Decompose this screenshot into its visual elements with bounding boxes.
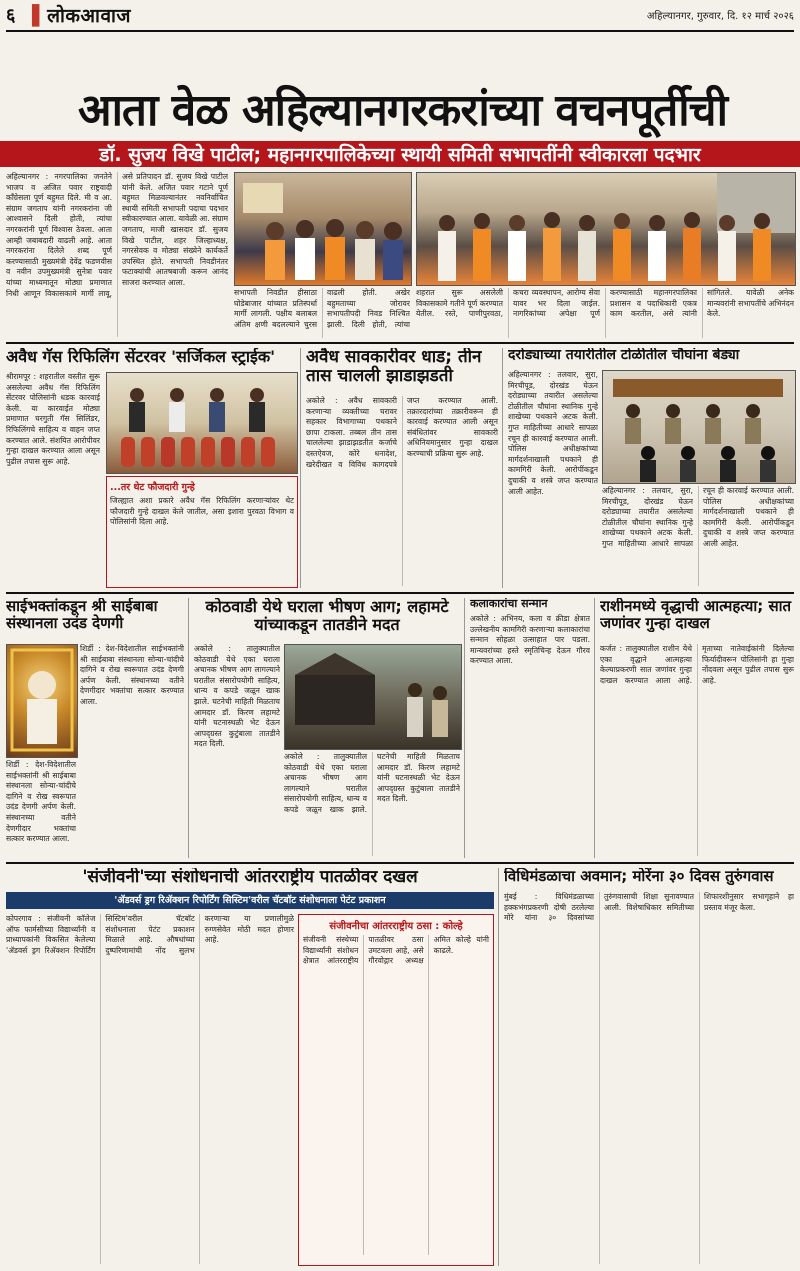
gas-refill-headline: अवैध गॅस रिफिलिंग सेंटरवर 'सर्जिकल स्ट्राईक'	[6, 348, 276, 366]
sanjivani-side-body: संजीवनी संस्थेच्या विद्यार्थ्यांनी संशोधन क्षेत्रात आंतरराष्ट्रीय पातळीवर ठसा उमटवला आहे, असे गौरवोद्गार अध्यक्ष अमित कोल्हे यांनी काढले.	[303, 935, 489, 966]
lead-headline: आता वेळ अहिल्यानगरकरांच्या वचनपूर्तीची	[77, 85, 728, 136]
sanjivani-headline: 'संजीवनी'च्या संशोधनाची आंतरराष्ट्रीय पातळीवर दखल	[82, 868, 418, 887]
sanjivani-sidebox	[298, 914, 494, 1266]
column-divider	[300, 348, 301, 588]
lead-subheadline: डॉ. सुजय विखे पाटील; महानगरपालिकेच्या स्थायी समिती सभापतींनी स्वीकारला पदभार	[89, 141, 710, 167]
legislature-contempt-headline: विधिमंडळाचा अवमान; मोरेंना ३० दिवस तुरुंगवास	[504, 868, 774, 885]
column-divider	[188, 598, 189, 858]
cylinders-photo-icon	[107, 373, 297, 473]
lead-body-4: शहरात सुरू असलेली विकासकामे गतीने पूर्ण करण्यात येतील. रस्ते, पाणीपुरवठा, कचरा व्यवस्थापन, आरोग्य सेवा यावर भर दिला जाईल. नागरिकांच्या अपेक्षा पूर्ण करण्यासाठी महानगरपालिका प्रशासन व पदाधिकारी एकत्र काम करतील, असे त्यांनी सांगितले. यावेळी अनेक मान्यवरांनी सभापतींचे अभिनंदन केले.	[416, 288, 794, 319]
gas-refill-subhead: ...तर थेट फौजदारी गुन्हे	[110, 482, 195, 493]
sanjivani-side-headline: संजीवनीचा आंतरराष्ट्रीय ठसा : कोल्हे	[329, 921, 463, 932]
robbery-gang-body-2-text: अहिल्यानगर : तलवार, सुरा, मिरचीपूड, दोरखंड घेऊन दरोड्याच्या तयारीत असलेल्या टोळीतील चौघांना स्थानिक गुन्हे शाखेच्या पथकाने अटक केली. गुप्त माहितीच्या आधारे सापळा रचून ही कारवाई करण्यात आली. पोलिस अधीक्षकांच्या मार्गदर्शनाखाली पथकाने ही कामगिरी केली. आरोपींकडून दुचाकी व शस्त्रे जप्त करण्यात आली आहेत.	[602, 486, 794, 548]
house-fire-headline: कोठवाडी येथे घराला भीषण आग; लहामटे यांच्याकडून तातडीने मदत	[205, 598, 449, 634]
gas-refill-body: श्रीरामपूर : शहरातील वस्तीत सुरू असलेल्या अवैध गॅस रिफिलिंग सेंटरवर पोलिसांनी धडक कारवाई केली. या कारवाईत मोठ्या प्रमाणात घरगुती गॅस सिलिंडर, रिफिलिंगचे साहित्य व वाहन जप्त करण्यात आले. संशयित आरोपीवर गुन्हा दाखल करण्यात आला असून पुढील तपास सुरू आहे.	[6, 372, 100, 466]
house-fire-body: अकोले : तालुक्यातील कोठवाडी येथे एका घराला अचानक भीषण आग लागल्याने घरातील संसारोपयोगी साहित्य, धान्य व कपडे जळून खाक झाले. घटनेची माहिती मिळताच आमदार डॉ. किरण लहामटे यांनी घटनास्थळी भेट देऊन आपद्ग्रस्त कुटुंबाला तातडीने मदत दिली.	[194, 644, 280, 749]
lead-body-right	[416, 288, 794, 338]
dateline: अहिल्यानगर, गुरुवार, दि. १२ मार्च २०२६	[646, 11, 794, 22]
lead-body-1: अहिल्यानगर : नगरपालिका जनतेने भाजप व अजित पवार राष्ट्रवादी काँग्रेसला पूर्ण बहुमत दिले. मी व आ. संग्राम जगताप यांनी नगरकरांना जी आश्वासने दिली होती, त्यांचा नगरकरांनी पूर्ण विश्वास ठेवला. आता आम्ही जबाबदारी वाढली आहे. आता नगरकरांना दिलेले शब्द पूर्ण करण्यासाठी मुख्यमंत्री देवेंद्र फडणवीस व नवीन उपमुख्यमंत्री सुनेत्रा पवार यांच्या माध्यमातून मोठ्या प्रमाणात निधी आणून विकासकामे मार्गी लावू, असे प्रतिपादन डॉ. सुजय विखे पाटील यांनी केले.	[6, 172, 228, 298]
sai-donation-body-2	[6, 760, 76, 856]
robbery-gang-headline: दरोड्याच्या तयारीतील टोळीतील चौघांना बेड्या	[508, 348, 740, 363]
gas-refill-photo	[106, 372, 298, 474]
divider	[6, 862, 794, 864]
page-number: ६	[6, 5, 16, 26]
sai-donation-body-2-text: शिर्डी : देश-विदेशातील साईभक्तांनी श्री साईबाबा संस्थानला सोन्या-चांदीचे दागिने व रोख स्वरूपात उदंड देणगी अर्पण केली. संस्थानच्या वतीने देणगीदार भक्तांचा सत्कार करण्यात आला.	[6, 760, 76, 844]
burnt-house-photo-icon	[285, 645, 461, 749]
idol-photo-icon	[7, 645, 77, 757]
moneylending-raid-headline: अवैध सावकारीवर धाड; तीन तास चालली झाडाझडती	[306, 348, 482, 387]
moneylending-raid-body: अकोले : अवैध सावकारी करणाऱ्या व्यक्तीच्या घरावर सहकार विभागाच्या पथकाने छापा टाकला. तब्बल तीन तास चाललेल्या झाडाझडतीत कर्जाचे दस्तऐवज, कोरे धनादेश, खरेदीखत व विविध कागदपत्रे जप्त करण्यात आली. तक्रारदारांच्या तक्रारीवरून ही कारवाई करण्यात आली असून संबंधितांवर सावकारी अधिनियमानुसार गुन्हा दाखल करण्याची प्रक्रिया सुरू आहे.	[306, 396, 498, 469]
column-divider	[498, 868, 499, 1266]
sai-donation-body: शिर्डी : देश-विदेशातील साईभक्तांनी श्री साईबाबा संस्थानला सोन्या-चांदीचे दागिने व रोख स्वरूपात उदंड देणगी अर्पण केली. संस्थानच्या वतीने देणगीदार भक्तांचा सत्कार करण्यात आला.	[80, 644, 184, 706]
police-arrest-photo-icon	[603, 371, 795, 483]
masthead-title: लोकआवाज	[47, 5, 132, 27]
house-fire-photo	[284, 644, 462, 750]
lead-body-3: सभापती निवडीत हीसाठा घोडेबाजार यांच्यात प्रतिस्पर्धा मार्गी लागली. पक्षीय बलाबल अंतिम क्षणी बदलल्याने चुरस वाढली होती. अखेर बहुमताच्या जोरावर सभापतीपदी निवड निश्चित झाली. दिली होती, त्यांचा	[234, 288, 410, 329]
sanjivani-subhead: 'ॲडवर्स ड्रग रिॲक्शन रिपोर्टिंग सिस्टिम'वरील चॅटबॉट संशोधनाला पेटंट प्रकाशन	[6, 892, 494, 909]
artist-honour-headline: कलाकारांचा सन्मान	[470, 598, 548, 610]
masthead	[32, 2, 131, 28]
sai-donation-headline: साईभक्तांकडून श्री साईबाबा संस्थानला उदंड देणगी	[6, 598, 158, 632]
robbery-gang-photo	[602, 370, 796, 484]
lead-body-left	[6, 172, 228, 337]
gas-refill-subbody: जिल्ह्यात अशा प्रकारे अवैध गॅस रिफिलिंग करणाऱ्यांवर थेट फौजदारी गुन्हे दाखल केले जातील, असा इशारा पुरवठा विभाग व पोलिसांनी दिला आहे.	[110, 496, 294, 527]
lead-subheadline-bar	[0, 141, 800, 167]
robbery-gang-body: अहिल्यानगर : तलवार, सुरा, मिरचीपूड, दोरखंड घेऊन दरोड्याच्या तयारीत असलेल्या टोळीतील चौघांना स्थानिक गुन्हे शाखेच्या पथकाने अटक केली. गुप्त माहितीच्या आधारे सापळा रचून ही कारवाई करण्यात आली. पोलिस अधीक्षकांच्या मार्गदर्शनाखाली पथकाने ही कामगिरी केली. आरोपींकडून दुचाकी व शस्त्रे जप्त करण्यात आली आहेत.	[508, 370, 598, 496]
page-header	[6, 0, 794, 32]
sanjivani-body: कोपरगाव : संजीवनी कॉलेज ऑफ फार्मसीच्या विद्यार्थ्यांनी व प्राध्यापकांनी विकसित केलेल्या 'ॲडवर्स ड्रग रिॲक्शन रिपोर्टिंग सिस्टिम'वरील चॅटबॉट संशोधनाला पेटंट प्रकाशन मिळाले आहे. औषधांच्या दुष्परिणामांची नोंद सुलभ करणाऱ्या या प्रणालीमुळे रुग्णसेवेत मोठी मदत होणार आहे.	[6, 914, 294, 955]
divider	[6, 342, 794, 344]
rashin-suicide-headline: राशीनमध्ये वृद्धाची आत्महत्या; सात जणांवर गुन्हा दाखल	[600, 598, 792, 632]
group-photo-icon	[235, 173, 411, 285]
lead-body-2: अजित पवार गटाने पूर्ण बहुमत मिळवल्यानंतर नवनिर्वाचित स्थायी समिती सभापती पदाचा पदभार स्वीकारण्यात आला. यावेळी आ. संग्राम जगताप, माजी खासदार डॉ. सुजय विखे पाटील, शहर जिल्हाध्यक्ष, नगरसेवक व मोठ्या संख्येने कार्यकर्ते उपस्थित होते. सभापती निवडीनंतर फटाक्यांची आतषबाजी करून आनंद साजरा करण्यात आला.	[122, 182, 228, 287]
lead-body-middle	[234, 288, 410, 338]
lead-photo-1	[234, 172, 412, 286]
legislature-contempt-body: मुंबई : विधिमंडळाच्या हक्कभंगप्रकरणी दोषी ठरलेल्या मोरे यांना ३० दिवसांच्या तुरुंगवासाची शिक्षा सुनावण्यात आली. विशेषाधिकार समितीच्या शिफारशीनुसार सभागृहाने हा प्रस्ताव मंजूर केला.	[504, 892, 794, 923]
divider	[6, 592, 794, 594]
column-divider	[502, 348, 503, 588]
column-divider	[594, 598, 595, 858]
house-fire-body-2	[284, 752, 460, 856]
robbery-gang-body-2	[602, 486, 794, 586]
masthead-mark-icon: ▌	[32, 5, 48, 27]
house-fire-body-2-text: अकोले : तालुक्यातील कोठवाडी येथे एका घराला अचानक भीषण आग लागल्याने घरातील संसारोपयोगी साहित्य, धान्य व कपडे जळून खाक झाले. घटनेची माहिती मिळताच आमदार डॉ. किरण लहामटे यांनी घटनास्थळी भेट देऊन आपद्ग्रस्त कुटुंबाला तातडीने मदत दिली.	[284, 752, 460, 814]
artist-honour-body: अकोले : अभिनय, कला व क्रीडा क्षेत्रात उल्लेखनीय कामगिरी करणाऱ्या कलाकारांचा सन्मान सोहळा उत्साहात पार पडला. मान्यवरांच्या हस्ते स्मृतिचिन्ह देऊन गौरव करण्यात आला.	[470, 614, 590, 666]
column-divider	[464, 598, 465, 858]
lead-photo-2	[416, 172, 796, 286]
gas-refill-subbox	[106, 476, 298, 588]
rashin-suicide-body: कर्जत : तालुक्यातील राशीन येथे एका वृद्धाने आत्महत्या केल्याप्रकरणी सात जणांवर गुन्हा दाखल करण्यात आला आहे. मृताच्या नातेवाईकांनी दिलेल्या फिर्यादीवरून पोलिसांनी हा गुन्हा नोंदवला असून पुढील तपास सुरू आहे.	[600, 644, 794, 685]
sai-baba-photo	[6, 644, 78, 758]
crowd-photo-icon	[417, 173, 795, 285]
